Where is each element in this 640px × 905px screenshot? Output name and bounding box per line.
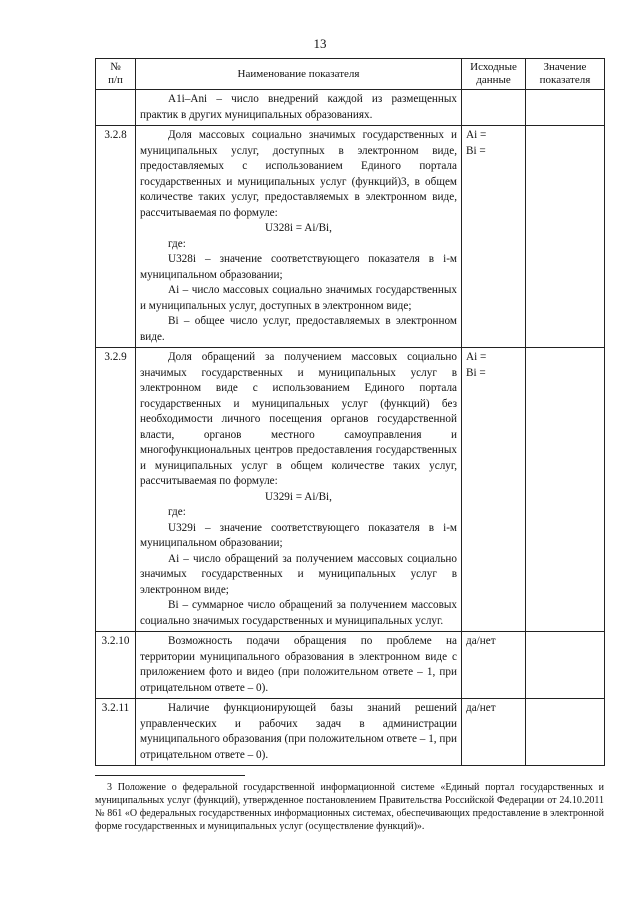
description-paragraph: где: (168, 237, 186, 250)
row-description (136, 90, 462, 126)
row-value (526, 126, 605, 348)
footnote: 3 Положение о федеральной государственной информационной системе «Единый портал государственных и муниципальных услуг (функций), утвержденное постановлением Правительства Российской Федерации от 24.10.2011 № 861 «О федеральных государственных информационных системах, обеспечивающих предоставление в электронной форме государственных и муниципальных услуг (осуществление функций)». (95, 782, 604, 832)
row-source-data: Ai = Bi = (462, 126, 526, 348)
table-row (96, 699, 605, 766)
header-source: Исходные данные (462, 59, 526, 90)
row-number: 3.2.10 (96, 632, 136, 699)
row-source-data: да/нет (462, 632, 526, 699)
row-number (96, 90, 136, 126)
row-source-data: Ai = Bi = (462, 348, 526, 632)
description-paragraph: Ai – число массовых социально значимых государственных и муниципальных услуг, доступных в электронном виде; (140, 284, 457, 312)
description-paragraph: где: (168, 506, 186, 518)
table-header-row (96, 59, 605, 90)
footnote-divider (95, 775, 245, 776)
description-paragraph: U329i – значение соответствующего показателя в i-м муниципальном образовании; (140, 521, 457, 549)
row-source-data: да/нет (462, 699, 526, 766)
table-row (96, 632, 605, 699)
description-paragraph: U329i = Ai/Bi, (265, 490, 332, 503)
header-number: № п/п (96, 59, 136, 90)
description-paragraph: Доля обращений за получением массовых социально значимых государственных и муниципальных услуг в электронном виде с использованием Единого портала государственных и муниципальных услуг (функций) без необходимости личного посещения органов государственной власти, органов местного самоуправления и многофункциональных центров предоставления государственных и муниципальных услуг в общем количестве таких услуг, рассчитываемая по формуле: (140, 351, 457, 487)
row-number: 3.2.8 (96, 126, 136, 348)
row-description (136, 632, 462, 699)
description-paragraph: Bi – общее число услуг, предоставляемых в электронном виде. (140, 315, 457, 343)
description-paragraph: Доля массовых социально значимых государственных и муниципальных услуг, доступных в электронном виде, предоставляемых с использованием Единого портала государственных и муниципальных услуг (функций)3, в общем количестве таких услуг, предоставляемых в электронном виде, рассчитываемая по формуле: (140, 129, 457, 219)
table-row (96, 126, 605, 348)
row-value (526, 699, 605, 766)
description-paragraph: U328i = Ai/Bi, (265, 222, 332, 234)
description-paragraph: A1i–Ani – число внедрений каждой из размещенных практик в других муниципальных образованиях. (140, 93, 457, 121)
indicators-table (95, 58, 605, 766)
row-description (136, 126, 462, 348)
description-paragraph: Возможность подачи обращения по проблеме на территории муниципального образования в электронном виде с приложением фото и видео (при положительном ответе – 1, при отрицательном ответе – 0). (140, 635, 457, 694)
table-row (96, 90, 605, 126)
header-value: Значение показателя (526, 59, 605, 90)
row-value (526, 348, 605, 632)
row-number: 3.2.11 (96, 699, 136, 766)
page-number: 13 (313, 36, 327, 51)
description-paragraph: Ai – число обращений за получением массовых социально значимых государственных и муниципальных услуг в электронном виде; (140, 552, 457, 596)
header-name: Наименование показателя (136, 59, 462, 90)
table-row (96, 348, 605, 632)
row-value (526, 90, 605, 126)
row-description (136, 699, 462, 766)
row-value (526, 632, 605, 699)
row-description (136, 348, 462, 632)
row-source-data (462, 90, 526, 126)
row-number: 3.2.9 (96, 348, 136, 632)
description-paragraph: Наличие функционирующей базы знаний решений управленческих и рабочих задач в администрации муниципального образования (при положительном ответе – 1, при отрицательном ответе – 0). (140, 702, 457, 761)
description-paragraph: U328i – значение соответствующего показателя в i-м муниципальном образовании; (140, 253, 457, 281)
description-paragraph: Bi – суммарное число обращений за получением массовых социально значимых государственных и муниципальных услуг. (140, 599, 457, 627)
